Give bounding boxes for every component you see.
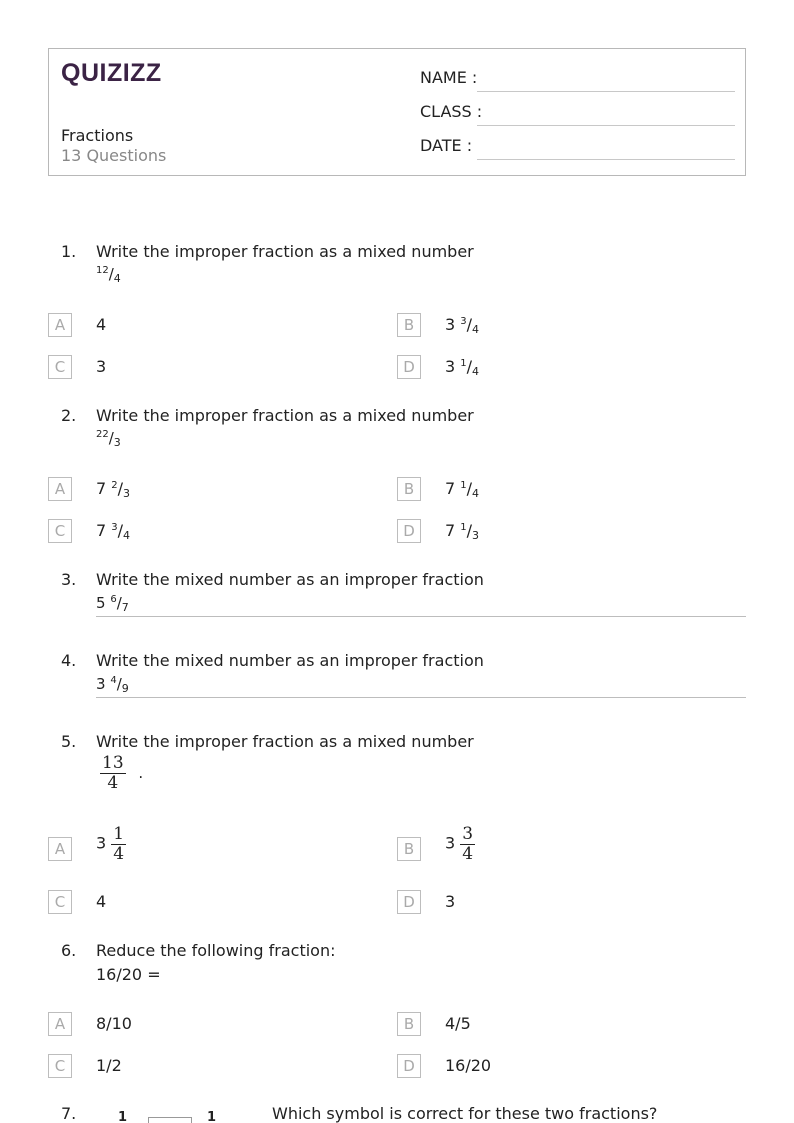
question-text: Which symbol is correct for these two fractions? — [272, 1104, 658, 1123]
option-value: 7 $^2/_3$ — [96, 479, 131, 500]
date-field[interactable] — [420, 136, 735, 160]
option-value: 3 $^1/_4$ — [445, 357, 480, 378]
question-number: 2. — [61, 406, 77, 425]
option-letter: D — [397, 355, 421, 379]
question-number: 6. — [61, 941, 77, 960]
name-field[interactable] — [420, 68, 735, 92]
date-label: DATE : — [420, 136, 473, 155]
option-value: 7 $^1/_4$ — [445, 479, 480, 500]
name-input-line[interactable] — [477, 91, 735, 92]
question-text: Write the improper fraction as a mixed number — [96, 242, 474, 261]
question-text: Write the mixed number as an improper fraction — [96, 570, 484, 589]
option-value: 4 — [96, 315, 107, 334]
question-text: Write the mixed number as an improper fraction — [96, 651, 484, 670]
question-expression: $\frac{13}{4}$ . — [102, 753, 144, 793]
answer-line[interactable] — [96, 616, 746, 617]
denominator: 4 — [113, 272, 121, 285]
name-label: NAME : — [420, 68, 478, 87]
option-letter: C — [48, 355, 72, 379]
option-letter: C — [48, 890, 72, 914]
question-number: 4. — [61, 651, 77, 670]
class-input-line[interactable] — [477, 125, 735, 126]
option-value: 1/2 — [96, 1056, 122, 1075]
option-letter: B — [397, 1012, 421, 1036]
option-value: 7 $^1/_3$ — [445, 521, 480, 542]
class-label: CLASS : — [420, 102, 483, 121]
option-value: 3 — [445, 892, 456, 911]
numerator: 12 — [96, 265, 109, 276]
option-value: 4 — [96, 892, 107, 911]
option-letter: D — [397, 519, 421, 543]
quizizz-logo: QUIZIZZ — [61, 59, 162, 87]
option-letter: A — [48, 313, 72, 337]
option-letter: B — [397, 313, 421, 337]
left-numerator: 1 — [118, 1110, 128, 1123]
class-field[interactable] — [420, 102, 735, 126]
option-value: 7 $^3/_4$ — [96, 521, 131, 542]
fraction: $\frac{13}{4}$ — [102, 753, 124, 793]
question-number: 7. — [61, 1104, 77, 1123]
option-letter: A — [48, 1012, 72, 1036]
right-numerator: 1 — [207, 1110, 217, 1123]
option-value: 3 $\frac{3}{4}$ — [445, 824, 474, 864]
question-expression: $^{12}/_4$ — [96, 265, 121, 285]
option-letter: B — [397, 477, 421, 501]
question-expression: 3 $^4/_9$ — [96, 675, 129, 695]
question-number: 1. — [61, 242, 77, 261]
option-value: 8/10 — [96, 1014, 132, 1033]
option-letter: B — [397, 837, 421, 861]
question-expression: $^{22}/_3$ — [96, 429, 121, 449]
option-letter: C — [48, 1054, 72, 1078]
symbol-blank-box — [148, 1117, 192, 1123]
option-letter: D — [397, 890, 421, 914]
date-input-line[interactable] — [477, 159, 735, 160]
question-text: Write the improper fraction as a mixed number — [96, 406, 474, 425]
option-letter: C — [48, 519, 72, 543]
question-expression: 5 $^6/_7$ — [96, 594, 129, 614]
option-value: 4/5 — [445, 1014, 471, 1033]
option-value: 16/20 — [445, 1056, 492, 1075]
question-expression: 16/20 = — [96, 965, 161, 984]
answer-line[interactable] — [96, 697, 746, 698]
option-letter: A — [48, 477, 72, 501]
option-value: 3 $^3/_4$ — [445, 315, 480, 336]
worksheet-title: Fractions — [61, 126, 134, 145]
option-letter: D — [397, 1054, 421, 1078]
option-letter: A — [48, 837, 72, 861]
option-value: 3 $\frac{1}{4}$ — [96, 824, 125, 864]
question-text: Reduce the following fraction: — [96, 941, 336, 960]
question-count: 13 Questions — [61, 146, 167, 165]
question-number: 5. — [61, 732, 77, 751]
denominator: 3 — [113, 436, 121, 449]
question-text: Write the improper fraction as a mixed number — [96, 732, 474, 751]
option-value: 3 — [96, 357, 107, 376]
worksheet-header — [48, 48, 746, 176]
numerator: 22 — [96, 429, 109, 440]
question-number: 3. — [61, 570, 77, 589]
fraction-comparison-image — [118, 1110, 228, 1123]
